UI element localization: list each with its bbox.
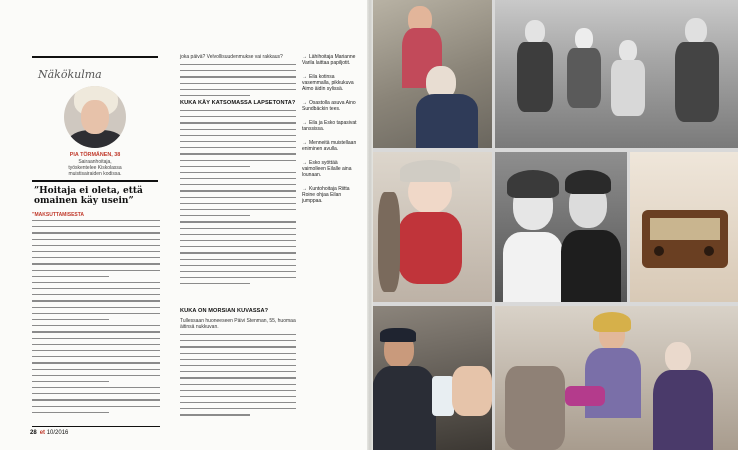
- magazine-brand: et: [39, 430, 46, 436]
- caption-4: → Eila ja Esko tapasivat tanssissa.: [302, 120, 357, 132]
- subhead-childless: KUKA KÄY KATSOMASSA LAPSETONTA?: [180, 100, 296, 106]
- photo-radio: [630, 152, 738, 302]
- photo-wedding-bw: [495, 152, 627, 302]
- author-role-line2: työskentelee Kiskolassa: [68, 165, 122, 171]
- photo-doll: [368, 152, 492, 302]
- folio-rule: [32, 426, 160, 427]
- mid-top-snippet: joka päivä? Velvollisuudenmukse vai rakkaus?: [180, 54, 283, 60]
- author-role-line1: Sairaanhoitaja,: [78, 159, 112, 165]
- mid-body-text-1: [180, 64, 296, 101]
- article-headline: ”Hoitaja ei oleta, että omainen käy usein”: [34, 186, 143, 206]
- caption-6: → Esko syöttää vaimolleen Eilalle aina lounaan.: [302, 160, 352, 178]
- subhead-bride: KUKA ON MORSIAN KUVASSA?: [180, 308, 269, 314]
- caption-3: → Osastolla asuva Aino Sundbäckin tees.: [302, 100, 356, 112]
- photo-exercise: [495, 306, 738, 450]
- issue-number: 10/2016: [46, 430, 69, 436]
- mid-body-text-3: [180, 334, 296, 421]
- portrait-face: [81, 100, 109, 134]
- column-kicker: Näkökulma: [38, 68, 102, 81]
- spread-gutter: [367, 0, 373, 450]
- author-name: PIA TÖRMÄNEN, 38: [69, 152, 121, 158]
- photo-man-glass: [368, 306, 492, 450]
- top-rule: [32, 56, 158, 58]
- caption-1: → Lähihoitaja Marianne Varila laittaa papiljotit.: [302, 54, 356, 66]
- caption-7: → Kuntohoitaja Riitta Roine ohjaa Eilan jumppaa.: [302, 186, 350, 204]
- left-body-text: [32, 220, 160, 418]
- lead-start: ”MAKSUTTAMISESTA: [32, 212, 85, 218]
- photo-caregiver-curlers: [368, 0, 492, 148]
- mid-body-text-2: [180, 110, 296, 289]
- author-role: [32, 159, 158, 177]
- caption-5: → Menneitä muistellaan eniminen avulla.: [302, 140, 357, 152]
- page-number: 28: [30, 430, 37, 436]
- page-folio: [30, 430, 68, 436]
- headline-rule: [32, 180, 158, 182]
- author-role-line3: muistisairaiden kodissa.: [68, 171, 122, 177]
- caption-2: → Eila kotinsa vasemmalla, pikkukuva Aimo äidin sylissä.: [302, 74, 354, 92]
- author-portrait: [64, 86, 126, 148]
- mid-s2-intro: Tullessaan huoneeseen Päivi Stenman, 55, huomaa äitinsä nukkuvan.: [180, 318, 296, 330]
- photo-family-bw: [495, 0, 738, 148]
